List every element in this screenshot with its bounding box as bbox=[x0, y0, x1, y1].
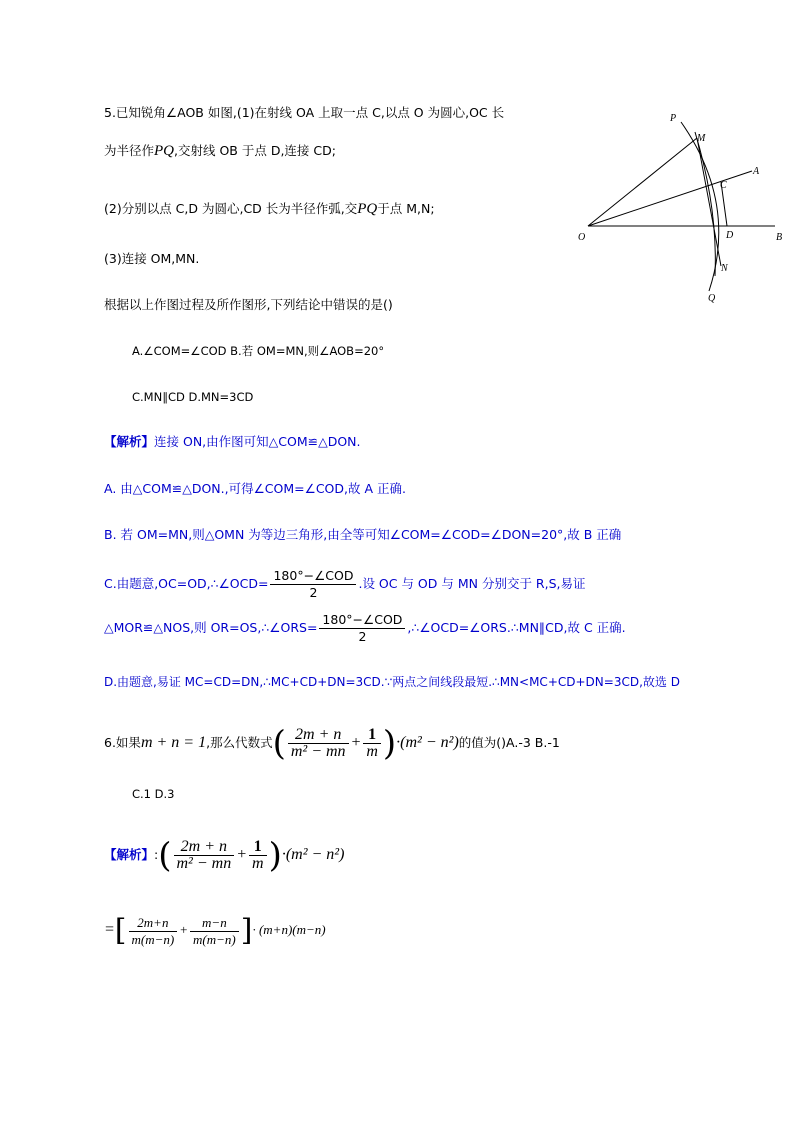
fraction-ocd-den: 2 bbox=[309, 585, 318, 600]
q6-prefix: 6.如果 bbox=[104, 735, 141, 750]
jx5-a: A. 由△COM≌△DON.,可得∠COM=∠COD,故 A 正确. bbox=[104, 481, 406, 496]
label-o: O bbox=[578, 232, 586, 243]
fraction-ors bbox=[319, 612, 405, 645]
q5-line1: 5.已知锐角∠AOB 如图,(1)在射线 OA 上取一点 C,以点 O 为圆心,OC 长 bbox=[104, 105, 505, 120]
q5-line4: (3)连接 OM,MN. bbox=[104, 251, 200, 266]
q5-line2-start: 为半径作 bbox=[104, 143, 155, 158]
fraction-ocd-num: 180°−∠COD bbox=[270, 568, 356, 585]
equals-sign: = bbox=[104, 921, 115, 938]
label-q: Q bbox=[708, 293, 716, 304]
jx6-s2-tail: · (m+n)(m−n) bbox=[252, 922, 326, 937]
q6-f1-num: 2m + n bbox=[288, 727, 349, 744]
jx6-dot: · bbox=[281, 846, 286, 863]
jx6-left-paren: ( bbox=[158, 835, 172, 876]
q6-fraction-2 bbox=[363, 727, 381, 760]
label-d: D bbox=[726, 230, 734, 241]
jx6-plus: + bbox=[236, 846, 247, 863]
q6-suffix: 的值为()A.-3 B.-1 bbox=[458, 735, 560, 750]
arc-pq-label-2: PQ bbox=[357, 201, 378, 217]
q6-fraction-1 bbox=[288, 727, 349, 760]
left-paren: ( bbox=[272, 723, 286, 764]
jx5-c1-start: C.由题意,OC=OD,∴∠OCD= bbox=[104, 576, 269, 591]
label-b: B bbox=[776, 232, 783, 243]
jx6-s2-f1-den: m(m−n) bbox=[131, 931, 175, 947]
q6-line2: C.1 D.3 bbox=[132, 787, 175, 801]
segment-om bbox=[588, 138, 697, 226]
jx5-c1-end: .设 OC 与 OD 与 MN 分别交于 R,S,易证 bbox=[358, 576, 586, 591]
jx6-s2-f2-num: m−n bbox=[190, 915, 239, 932]
q5-line2-end: ,交射线 OB 于点 D,连接 CD; bbox=[174, 143, 336, 158]
label-m: M bbox=[697, 133, 706, 144]
q5-options-cd: C.MN∥CD D.MN=3CD bbox=[132, 390, 254, 404]
geometry-figure bbox=[570, 108, 790, 308]
jx6-fraction-1 bbox=[174, 839, 235, 872]
jx6-right-paren: ) bbox=[268, 835, 282, 876]
q5-line3-end: 于点 M,N; bbox=[377, 201, 435, 216]
q5-line3-start: (2)分别以点 C,D 为圆心,CD 长为半径作弧,交 bbox=[104, 201, 358, 216]
q6-mid: ,那么代数式 bbox=[206, 735, 273, 750]
analysis-tag-2: 【解析】 bbox=[104, 847, 155, 862]
analysis-tag: 【解析】 bbox=[104, 434, 155, 449]
q6-condition: m + n = 1 bbox=[140, 734, 207, 751]
label-p: P bbox=[670, 113, 677, 124]
label-a: A bbox=[753, 166, 760, 177]
right-paren: ) bbox=[382, 723, 397, 764]
jx6-s2-plus: + bbox=[179, 922, 189, 937]
jx6-s2-fraction-2 bbox=[190, 915, 239, 948]
jx6-s2-f2-den: m(m−n) bbox=[193, 931, 236, 947]
fraction-ocd bbox=[270, 568, 356, 601]
right-bracket: ] bbox=[240, 913, 253, 949]
fraction-ors-num: 180°−∠COD bbox=[319, 612, 405, 629]
q6-f1-den: m² − mn bbox=[290, 743, 346, 760]
q6-tail-expr: (m² − n²) bbox=[400, 734, 459, 751]
jx6-f1-num: 2m + n bbox=[174, 839, 235, 856]
jx6-line1 bbox=[104, 830, 344, 880]
jx6-fraction-2 bbox=[249, 839, 267, 872]
label-n: N bbox=[721, 263, 728, 274]
q6-line1 bbox=[104, 718, 560, 768]
left-bracket: [ bbox=[114, 913, 127, 949]
jx5-c1 bbox=[104, 566, 586, 602]
jx6-tail-expr: (m² − n²) bbox=[285, 846, 345, 863]
fraction-ors-den: 2 bbox=[358, 629, 367, 644]
jx6-s2-f1-num: 2m+n bbox=[129, 915, 178, 932]
jx6-s2-fraction-1 bbox=[129, 915, 178, 948]
jx5-c2-start: △MOR≌△NOS,则 OR=OS,∴∠ORS= bbox=[104, 620, 318, 635]
jx6-f2-num: 1 bbox=[249, 839, 267, 856]
q5-line2 bbox=[104, 142, 336, 160]
arc-mn bbox=[695, 132, 715, 276]
jx6-colon: : bbox=[154, 847, 159, 862]
jx5-b: B. 若 OM=MN,则△OMN 为等边三角形,由全等可知∠COM=∠COD=∠DON=20°,故 B 正确 bbox=[104, 527, 622, 542]
ray-oa bbox=[588, 171, 752, 226]
jx6-f1-den: m² − mn bbox=[176, 855, 232, 872]
jx5-d: D.由题意,易证 MC=CD=DN,∴MC+CD+DN=3CD.∵两点之间线段最短.∴MN<MC+CD+DN=3CD,故选 D bbox=[104, 675, 680, 689]
label-c: C bbox=[720, 180, 727, 191]
jx5-intro-text: 连接 ON,由作图可知△COM≌△DON. bbox=[154, 434, 361, 449]
arc-pq-label: PQ bbox=[154, 143, 175, 159]
q5-options-ab: A.∠COM=∠COD B.若 OM=MN,则∠AOB=20° bbox=[132, 344, 385, 358]
q5-line5: 根据以上作图过程及所作图形,下列结论中错误的是() bbox=[104, 297, 393, 312]
q6-f2-den: m bbox=[366, 743, 378, 760]
jx6-f2-den: m bbox=[252, 855, 264, 872]
plus-sign: + bbox=[350, 734, 362, 751]
segment-mn bbox=[697, 138, 721, 266]
dot-operator: · bbox=[396, 734, 401, 751]
q6-f2-num: 1 bbox=[363, 727, 381, 744]
jx5-c2-end: ,∴∠OCD=∠ORS.∴MN∥CD,故 C 正确. bbox=[407, 620, 626, 635]
jx5-c2 bbox=[104, 610, 626, 646]
jx6-line2 bbox=[104, 908, 326, 952]
q5-line3 bbox=[104, 200, 435, 218]
jx5-intro bbox=[104, 433, 361, 451]
